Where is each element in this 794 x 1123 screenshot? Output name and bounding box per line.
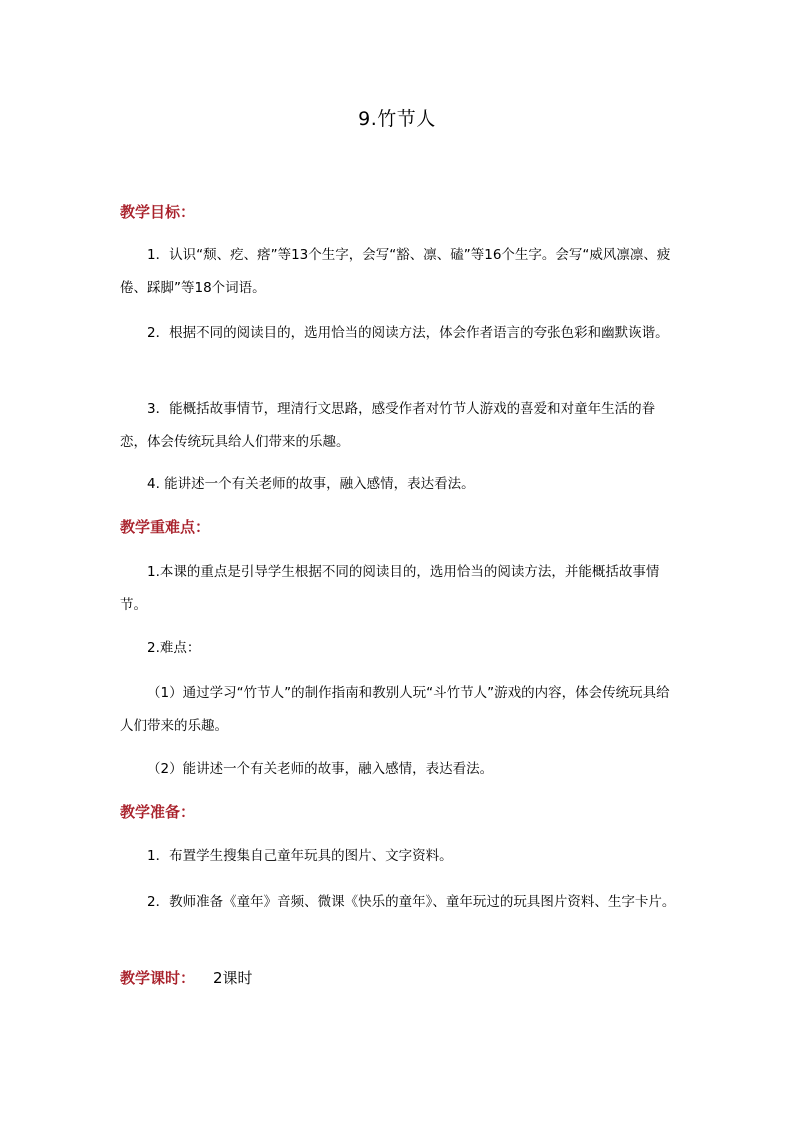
hours-heading: 教学课时： <box>120 969 196 987</box>
objectives-heading: 教学目标： <box>120 203 196 221</box>
key-point-item: 1.本课的重点是引导学生根据不同的阅读目的，选用恰当的阅读方法，并能概括故事情节。 <box>120 564 660 613</box>
objective-item: 4. 能讲述一个有关老师的故事，融入感情，表达看法。 <box>147 476 475 492</box>
key-point-item: 2.难点： <box>147 640 201 656</box>
objective-item: 1．认识“颓、疙、瘩”等13个生字，会写“豁、凛、磕”等16个生字。会写“威风凛凛、疲倦、踩脚”等18个词语。 <box>120 247 671 296</box>
objective-item: 3．能概括故事情节，理清行文思路，感受作者对竹节人游戏的喜爱和对童年生活的眷恋，体会传统玩具给人们带来的乐趣。 <box>120 401 656 450</box>
objective-item: 2．根据不同的阅读目的，选用恰当的阅读方法，体会作者语言的夸张色彩和幽默诙谐。 <box>147 325 669 341</box>
key-points-heading: 教学重难点： <box>120 518 211 536</box>
hours-row <box>120 967 253 988</box>
key-point-item: （1）通过学习“竹节人”的制作指南和教别人玩“斗竹节人”游戏的内容，体会传统玩具给人们带来的乐趣。 <box>120 685 670 734</box>
key-point-item: （2）能讲述一个有关老师的故事，融入感情，表达看法。 <box>147 761 494 777</box>
document-title: 9.竹节人 <box>358 108 436 130</box>
hours-value: 2课时 <box>213 969 253 987</box>
preparation-heading: 教学准备： <box>120 803 196 821</box>
preparation-item: 2．教师准备《童年》音频、微课《快乐的童年》、童年玩过的玩具图片资料、生字卡片。 <box>147 894 676 910</box>
preparation-item: 1．布置学生搜集自己童年玩具的图片、文字资料。 <box>147 848 453 864</box>
